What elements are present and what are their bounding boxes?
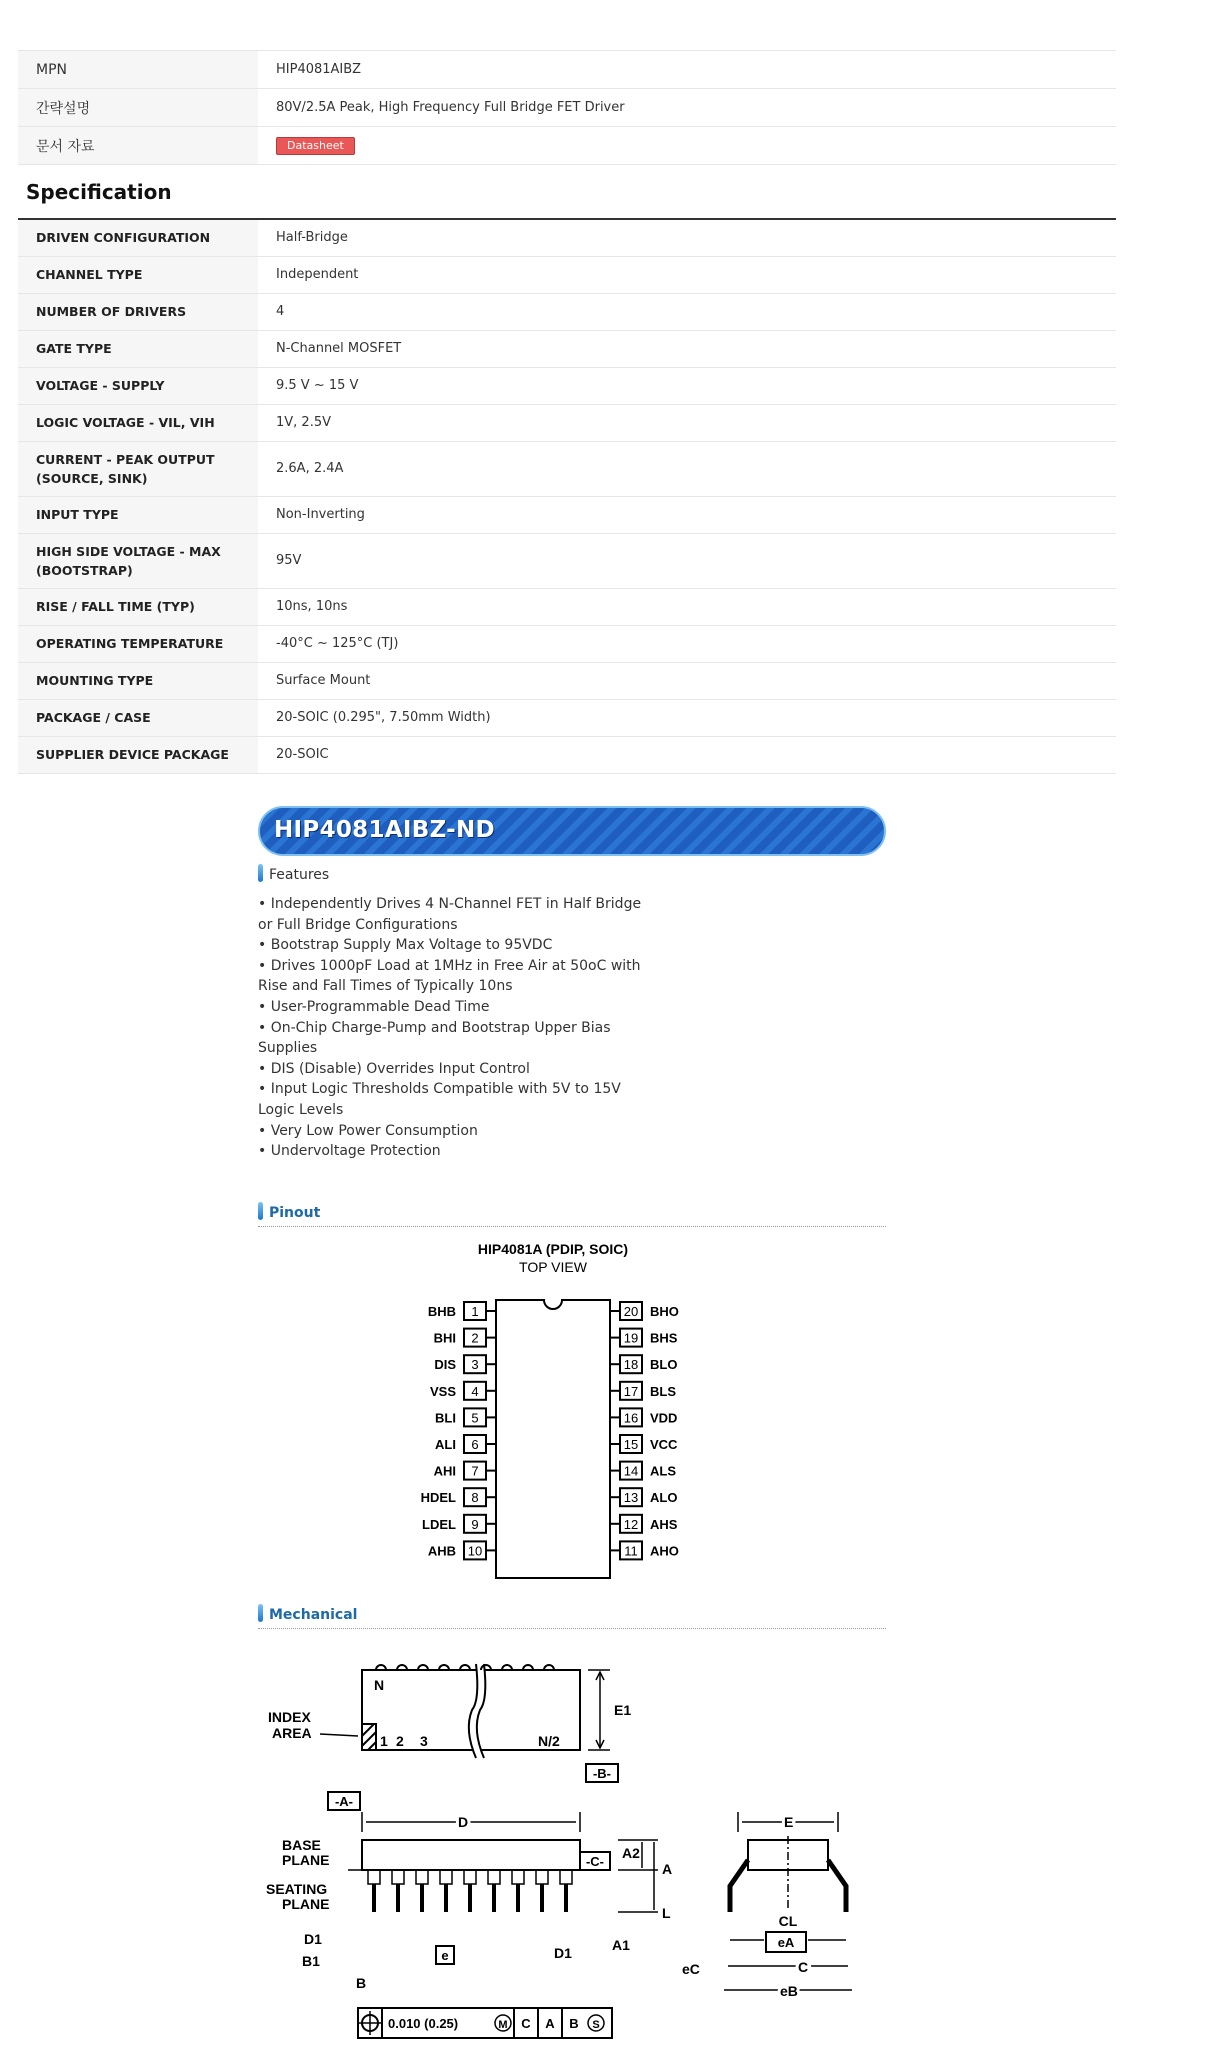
pin-name: AHS	[650, 1516, 678, 1532]
spec-row	[18, 533, 1116, 588]
label-eb: eB	[780, 1983, 798, 1999]
spec-key: DRIVEN CONFIGURATION	[18, 219, 258, 256]
info-value: HIP4081AIBZ	[258, 51, 1116, 89]
pin-number: 2	[471, 1330, 479, 1346]
ic-body	[496, 1300, 610, 1578]
info-row-mpn	[18, 51, 1116, 89]
pin-name: BHI	[433, 1330, 456, 1346]
pin-number: 4	[471, 1383, 479, 1399]
pinout-subtitle: TOP VIEW	[519, 1259, 587, 1275]
pin-number: 10	[467, 1543, 483, 1559]
label-n: N	[374, 1677, 385, 1693]
pin-number: 13	[623, 1490, 639, 1506]
lead-shoulder	[440, 1870, 452, 1884]
info-key: MPN	[18, 51, 258, 89]
spec-value: 20-SOIC (0.295", 7.50mm Width)	[258, 699, 1116, 736]
pin-name: ALI	[435, 1437, 456, 1452]
pin-number: 5	[471, 1410, 479, 1426]
tolerance-m: M	[498, 2019, 508, 2031]
spec-value: Half-Bridge	[258, 219, 1116, 256]
pin-name: BHO	[650, 1304, 679, 1319]
pin-number: 6	[471, 1437, 479, 1452]
spec-value: 4	[258, 293, 1116, 330]
pin-name: VDD	[650, 1410, 678, 1426]
pin-name: AHB	[427, 1543, 456, 1559]
spec-key: CURRENT - PEAK OUTPUT (SOURCE, SINK)	[18, 441, 258, 496]
spec-key: NUMBER OF DRIVERS	[18, 293, 258, 330]
pin-name: BLS	[650, 1383, 676, 1399]
feature-line: • Very Low Power Consumption	[258, 1122, 478, 1139]
pinout-title: HIP4081A (PDIP, SOIC)	[477, 1241, 629, 1257]
label-a1: A1	[612, 1937, 630, 1953]
right-pins	[610, 1302, 679, 1559]
label-e1: E1	[614, 1702, 632, 1718]
spec-key: SUPPLIER DEVICE PACKAGE	[18, 736, 258, 773]
label-a: A	[662, 1861, 673, 1877]
label-seating: SEATING	[266, 1881, 328, 1897]
spec-value: -40°C ~ 125°C (TJ)	[258, 625, 1116, 662]
spec-key: GATE TYPE	[18, 330, 258, 367]
feature-line: • Input Logic Thresholds Compatible with 5V to 15V	[258, 1081, 621, 1098]
spec-key: HIGH SIDE VOLTAGE - MAX (BOOTSTRAP)	[18, 533, 258, 588]
pin-number: 19	[623, 1330, 639, 1346]
spec-key: OPERATING TEMPERATURE	[18, 625, 258, 662]
pin-name: VCC	[650, 1437, 678, 1452]
spec-title: Specification	[26, 180, 172, 204]
info-table	[18, 50, 1116, 165]
banner-title: HIP4081AIBZ-ND	[274, 817, 495, 843]
label-index: INDEX	[268, 1709, 311, 1725]
e1-dimension	[588, 1670, 610, 1750]
lead-shoulder	[512, 1870, 524, 1884]
lead-shoulder	[368, 1870, 380, 1884]
spec-value: Surface Mount	[258, 662, 1116, 699]
lead-shoulder	[464, 1870, 476, 1884]
pin-name: BHS	[650, 1330, 678, 1346]
info-row-documents	[18, 127, 1116, 165]
pinout-heading	[258, 1202, 320, 1221]
label-c: C	[798, 1959, 809, 1975]
label-b: B	[356, 1975, 367, 1991]
label-seating-plane: PLANE	[282, 1896, 330, 1912]
label-datum-a: -A-	[334, 1794, 354, 1809]
pin-name: LDEL	[422, 1516, 456, 1532]
spec-row	[18, 662, 1116, 699]
info-value	[258, 127, 1116, 165]
spec-row	[18, 588, 1116, 625]
info-row-description	[18, 89, 1116, 127]
label-a2: A2	[622, 1845, 640, 1861]
pin-name: BLI	[435, 1410, 456, 1426]
pin-name: AHI	[433, 1463, 456, 1479]
section-bullet-icon	[258, 1202, 263, 1220]
label-ea: eA	[777, 1935, 795, 1950]
section-bullet-icon	[258, 1604, 263, 1622]
label-d1-right: D1	[554, 1945, 572, 1961]
tolerance-a: A	[545, 2016, 555, 2031]
spec-value: 20-SOIC	[258, 736, 1116, 773]
pinout-heading-label: Pinout	[269, 1205, 321, 1221]
lead-shoulder	[536, 1870, 548, 1884]
pin-name: BLO	[650, 1357, 678, 1373]
pin-number: 1	[471, 1304, 479, 1319]
feature-line: • Drives 1000pF Load at 1MHz in Free Air at 50oC with	[258, 957, 641, 974]
label-datum-b: -B-	[592, 1766, 612, 1781]
spec-value: N-Channel MOSFET	[258, 330, 1116, 367]
label-d: D	[458, 1814, 469, 1830]
label-e-pitch: e	[441, 1948, 449, 1963]
spec-value: 10ns, 10ns	[258, 588, 1116, 625]
pin-name: ALS	[650, 1463, 676, 1479]
label-e: E	[784, 1814, 794, 1830]
spec-value: Independent	[258, 256, 1116, 293]
features-heading	[258, 864, 329, 883]
label-pin3: 3	[420, 1733, 428, 1749]
pin-number: 12	[623, 1516, 639, 1532]
position-icon	[358, 2011, 382, 2035]
spec-row	[18, 699, 1116, 736]
feature-line: • Independently Drives 4 N-Channel FET in Half Bridge	[258, 896, 642, 912]
label-pin2: 2	[396, 1733, 404, 1749]
spec-value: 95V	[258, 533, 1116, 588]
spec-key: MOUNTING TYPE	[18, 662, 258, 699]
pin-number: 9	[471, 1516, 479, 1532]
part-number-banner	[258, 806, 886, 856]
pinout-diagram	[258, 1240, 886, 1585]
pin-number: 7	[471, 1463, 479, 1479]
label-datum-c: -C-	[585, 1854, 605, 1869]
pin-number: 20	[623, 1304, 639, 1319]
lead-shoulder	[416, 1870, 428, 1884]
mechanical-drawing	[258, 1650, 886, 2050]
pin-name: ALO	[650, 1490, 678, 1506]
label-base-plane: PLANE	[282, 1852, 330, 1868]
section-bullet-icon	[258, 864, 263, 882]
pin-number: 11	[624, 1543, 638, 1559]
spec-table	[18, 218, 1116, 774]
spec-row	[18, 496, 1116, 533]
tolerance-c: C	[521, 2016, 531, 2031]
pin-number: 16	[623, 1410, 639, 1426]
feature-line: • Bootstrap Supply Max Voltage to 95VDC	[258, 937, 553, 954]
tolerance-s: S	[592, 2019, 600, 2031]
mechanical-heading-label: Mechanical	[269, 1607, 358, 1623]
pin-number: 18	[623, 1357, 639, 1373]
feature-line: Rise and Fall Times of Typically 10ns	[258, 978, 513, 995]
index-leader	[320, 1734, 358, 1736]
info-key: 간략설명	[18, 89, 258, 127]
feature-line: • DIS (Disable) Overrides Input Control	[258, 1060, 530, 1077]
spec-value: Non-Inverting	[258, 496, 1116, 533]
pin-name: BHB	[427, 1304, 456, 1319]
pin-number: 15	[623, 1437, 639, 1452]
feature-line: • On-Chip Charge-Pump and Bootstrap Upper Bias	[258, 1019, 611, 1036]
feature-line: or Full Bridge Configurations	[258, 916, 458, 933]
left-pins	[421, 1302, 496, 1559]
label-ec: eC	[682, 1961, 700, 1977]
spec-row	[18, 625, 1116, 662]
label-area: AREA	[272, 1725, 312, 1741]
spec-key: RISE / FALL TIME (TYP)	[18, 588, 258, 625]
lead-shoulder	[392, 1870, 404, 1884]
pin-number: 14	[623, 1463, 639, 1479]
label-pin1: 1	[380, 1733, 388, 1749]
spec-key: VOLTAGE - SUPPLY	[18, 367, 258, 404]
lead-shoulder	[488, 1870, 500, 1884]
tolerance-value: 0.010 (0.25)	[388, 2016, 459, 2031]
spec-value: 9.5 V ~ 15 V	[258, 367, 1116, 404]
side-leads	[368, 1870, 572, 1912]
pin-number: 3	[471, 1357, 479, 1373]
spec-key: CHANNEL TYPE	[18, 256, 258, 293]
package-side-outline	[362, 1840, 580, 1870]
pin-number: 17	[623, 1383, 639, 1399]
label-d1-left: D1	[304, 1931, 322, 1947]
spec-row	[18, 367, 1116, 404]
spec-row	[18, 330, 1116, 367]
spec-row	[18, 219, 1116, 256]
divider	[258, 1628, 886, 1629]
pin-name: DIS	[434, 1357, 456, 1373]
tolerance-b: B	[569, 2016, 579, 2031]
lead-shoulder	[560, 1870, 572, 1884]
features-list	[258, 894, 648, 1162]
spec-value: 2.6A, 2.4A	[258, 441, 1116, 496]
label-base: BASE	[282, 1837, 321, 1853]
divider	[258, 1226, 886, 1227]
info-value: 80V/2.5A Peak, High Frequency Full Bridge FET Driver	[258, 89, 1116, 127]
label-n2: N/2	[538, 1733, 560, 1749]
info-key: 문서 자료	[18, 127, 258, 165]
feature-line: • Undervoltage Protection	[258, 1143, 441, 1160]
spec-key: LOGIC VOLTAGE - VIL, VIH	[18, 404, 258, 441]
spec-row	[18, 441, 1116, 496]
label-l: L	[662, 1905, 671, 1921]
feature-line: Supplies	[258, 1040, 318, 1057]
features-heading-label: Features	[269, 867, 330, 883]
spec-row	[18, 293, 1116, 330]
mechanical-heading	[258, 1604, 357, 1623]
datasheet-button[interactable]: Datasheet	[276, 137, 355, 155]
feature-line: Logic Levels	[258, 1101, 344, 1118]
label-centerline: CL	[778, 1913, 798, 1929]
spec-key: PACKAGE / CASE	[18, 699, 258, 736]
spec-key: INPUT TYPE	[18, 496, 258, 533]
pin-number: 8	[471, 1490, 479, 1506]
pin-name: VSS	[429, 1383, 456, 1399]
pin-name: HDEL	[420, 1490, 456, 1506]
label-b1: B1	[302, 1953, 320, 1969]
index-hatch	[362, 1724, 376, 1750]
spec-row	[18, 736, 1116, 773]
spec-value: 1V, 2.5V	[258, 404, 1116, 441]
pin-name: AHO	[650, 1543, 679, 1559]
d-dimension	[362, 1812, 580, 1832]
spec-row	[18, 256, 1116, 293]
feature-line: • User-Programmable Dead Time	[258, 998, 490, 1015]
spec-row	[18, 404, 1116, 441]
